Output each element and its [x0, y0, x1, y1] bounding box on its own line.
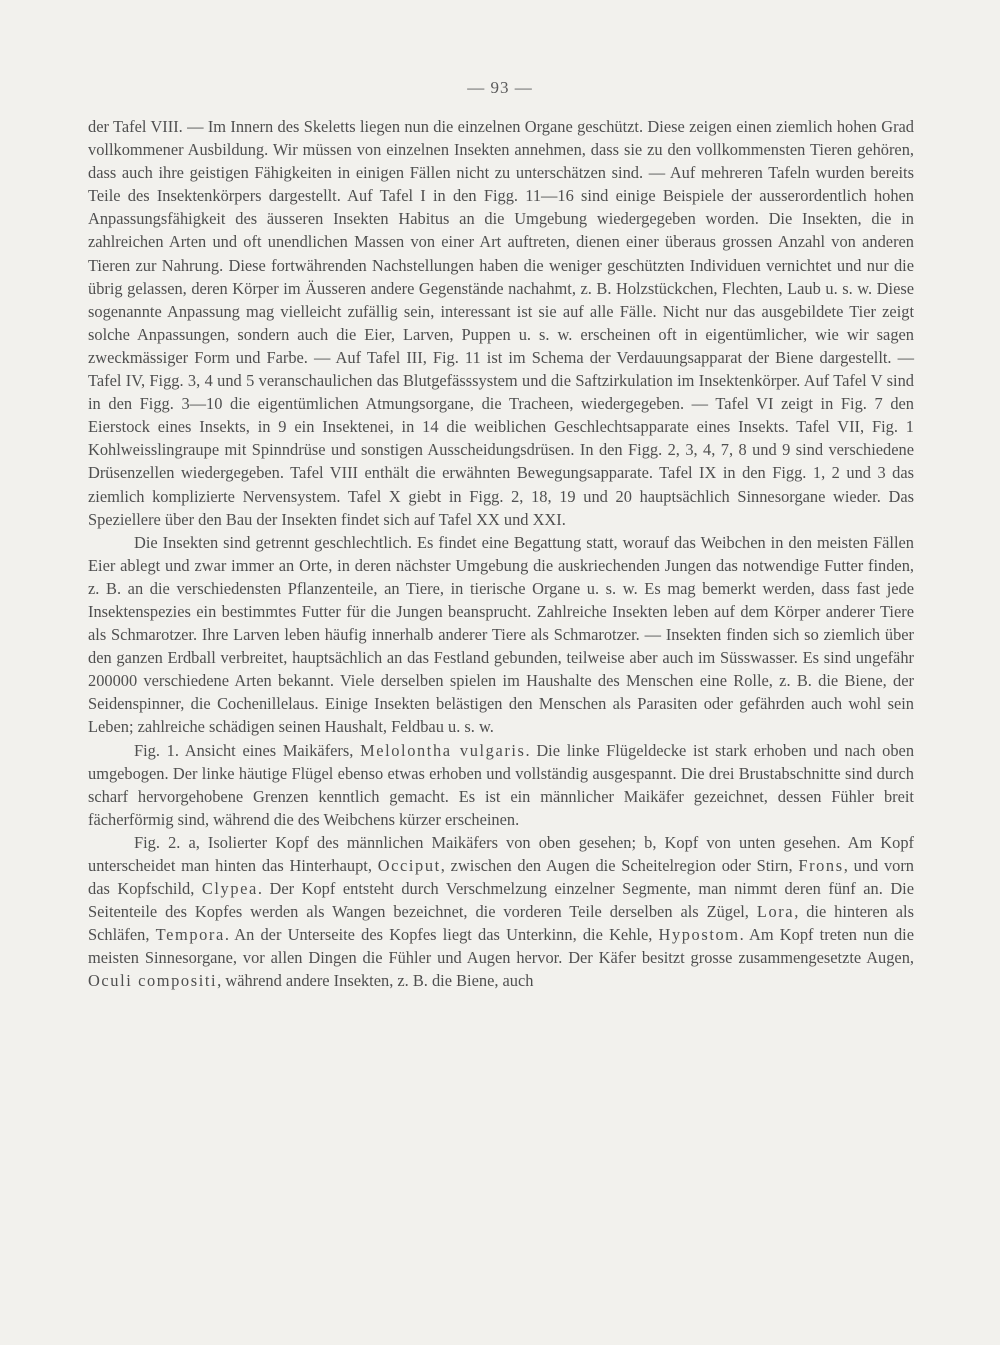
latin-term: Tempora	[155, 925, 225, 945]
text-run: , während andere Insekten, z. B. die Biene, auch	[217, 971, 534, 991]
text-run: , zwischen den Augen die Scheitelregion oder Stirn,	[440, 856, 799, 875]
text-run: . An der Unterseite des Kopfes liegt das Unterkinn, die Kehle,	[224, 925, 659, 945]
latin-term: Frons	[798, 856, 844, 875]
text-run: Fig. 1. Ansicht eines Maikäfers,	[134, 740, 361, 760]
latin-term: Clypea	[201, 879, 258, 899]
text-run: , die hinteren als Schläfen,	[88, 902, 914, 945]
paragraph-reproduction: Die Insekten sind getrennt geschlechtlich. Es findet eine Begattung statt, worauf das Weibchen in den meisten Fällen Eier ablegt und zwar immer an Orte, in deren nächster Umgebung die auskriechenden Jungen das notwendige Futter finden, z. B. an die verschiedensten Pflanzenteile, an Tiere, in tierische Organe u. s. w. Es mag bemerkt werden, dass fast jede Insektenspezies ein bestimmtes Futter für die Jungen beansprucht. Zahlreiche Insekten leben auf dem Körper anderer Tiere als Schmarotzer. Ihre Larven leben häufig innerhalb anderer Tiere als Schmarotzer. — Insekten finden sich so ziemlich über den ganzen Erdball verbreitet, hauptsächlich an das Festland gebunden, teilweise aber auch im Süsswasser. Es sind ungefähr 200000 verschiedene Arten bekannt. Viele derselben spielen im Haushalte des Menschen eine Rolle, z. B. die Biene, der Seidenspinner, die Cochenillelaus. Einige Insekten belästigen den Menschen als Parasiten oder gefährden auch wohl sein Leben; zahlreiche schädigen seinen Haushalt, Feldbau u. s. w.	[88, 532, 914, 737]
paragraph-insect-organs: der Tafel VIII. — Im Innern des Skeletts liegen nun die einzelnen Organe geschützt. Diese zeigen einen ziemlich hohen Grad vollkommener Ausbildung. Wir müssen von einzelnen Insekten annehmen, dass sie zu den vollkommensten Tieren gehören, dass auch ihre geistigen Fähigkeiten in einigen Fällen nicht zu unterschätzen sind. — Auf mehreren Tafeln wurden bereits Teile des Insektenkörpers dargestellt. Auf Tafel I in den Figg. 11—16 sind einige Beispiele der ausserordentlich hohen Anpassungsfähigkeit des äusseren Insekten Habitus an die Umgebung wiedergegeben worden. Die Insekten, die in zahlreichen Arten und oft unendlichen Massen von einer Art auftreten, dienen einer überaus grossen Anzahl von anderen Tieren zur Nahrung. Diese fortwährenden Nachstellungen haben die weniger geschützten Individuen vernichtet und nur die übrig gelassen, deren Körper im Äusseren andere Gegenstände nachahmt, z. B. Holzstückchen, Flechten, Laub u. s. w. Diese sogenannte Anpassung mag vielleicht zufällig sein, interessant ist sie auf alle Fälle. Nicht nur das ausgebildete Tier zeigt solche Anpassungen, sondern auch die Eier, Larven, Puppen u. s. w. erscheinen oft in eigentümlicher, wie wir sagen zweckmässiger Form und Farbe. — Auf Tafel III, Fig. 11 ist im Schema der Verdauungsapparat der Biene dargestellt. — Tafel IV, Figg. 3, 4 und 5 veranschaulichen das Blutgefässsystem und die Saftzirkulation im Insektenkörper. Auf Tafel V sind in den Figg. 3—10 die eigentümlichen Atmungsorgane, die Tracheen, wiedergegeben. — Tafel VI zeigt in Fig. 7 den Eierstock eines Insekts, in 9 ein Insektenei, in 14 die weiblichen Geschlechtsapparate eines Insekts. Tafel VII, Fig. 1 Kohlweisslingraupe mit Spinndrüse und sonstigen Ausscheidungsdrüsen. In den Figg. 2, 3, 4, 7, 8 und 9 sind verschiedene Drüsenzellen wiedergegeben. Tafel VIII enthält die erwähnten Bewegungsapparate. Tafel IX in den Figg. 1, 2 und 3 das ziemlich komplizierte Nervensystem. Tafel X giebt in Figg. 2, 18, 19 und 20 hauptsächlich Sinnesorgane wieder. Das Speziellere über den Bau der Insekten findet sich auf Tafel XX und XXI.	[88, 117, 914, 529]
text-run: , und vorn das Kopfschild,	[88, 856, 914, 899]
page-number: — 93 —	[467, 78, 533, 97]
text-run: Fig. 2. a, Isolierter Kopf des männlichen Maikäfers von oben gesehen; b, Kopf von unten gesehen. Am Kopf unterscheidet man hinten das Hinterhaupt,	[88, 832, 914, 875]
paragraph-figure-2	[88, 831, 914, 993]
paragraph-figure-1	[88, 739, 914, 831]
latin-term: Oculi compositi	[88, 971, 218, 991]
body-text	[88, 115, 914, 993]
latin-term: Occiput	[377, 856, 441, 875]
latin-term: Lora	[756, 902, 795, 922]
species-name: Melolontha vulgaris	[360, 740, 526, 760]
text-run: . Die linke Flügeldecke ist stark erhoben und nach oben umgebogen. Der linke häutige Flügel ebenso etwas erhoben und vollständig ausgespannt. Die drei Brustabschnitte sind durch scharf hervorgehobene Grenzen kenntlich gemacht. Es ist ein männlicher Maikäfer gezeichnet, dessen Fühler breit fächerförmig sind, während die des Weibchens kürzer erscheinen.	[88, 740, 915, 829]
text-run: . Der Kopf entsteht durch Verschmelzung einzelner Segmente, man nimmt deren fünf an. Die Seitenteile des Kopfes werden als Wangen bezeichnet, die vorderen Teile derselben als Zügel,	[88, 879, 914, 922]
text-run: . Am Kopf treten nun die meisten Sinnesorgane, vor allen Dingen die Fühler und Augen hervor. Der Käfer besitzt grosse zusammengesetzte Augen,	[88, 925, 914, 968]
latin-term: Hypostom	[658, 925, 740, 945]
